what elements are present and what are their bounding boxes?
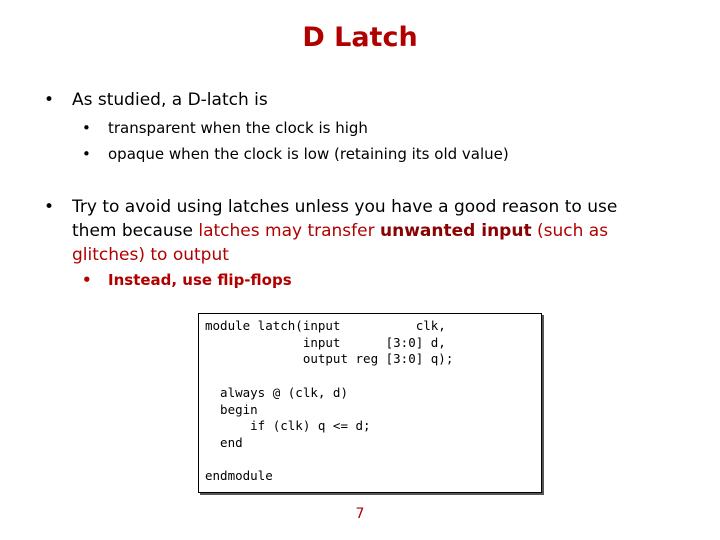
verilog-code: module latch(input clk, input [3:0] d, output reg [3:0] q); always @ (clk, d) begin if (clk) q <= d; end endmodule (205, 318, 454, 484)
subbullet-text: transparent when the clock is high (108, 119, 368, 137)
bullet-dot: • (82, 145, 91, 163)
bullet-text-red-tail: (such as glitches) to output (72, 221, 609, 265)
verilog-code-box (198, 313, 542, 493)
slide-title: D Latch (302, 22, 418, 53)
subbullet-text: Instead, use flip-flops (108, 271, 292, 289)
bullet-avoid-latches (44, 195, 664, 267)
bullet-dot: • (82, 271, 92, 289)
bullet-dot: • (82, 119, 91, 137)
bullet-text: As studied, a D-latch is (72, 90, 268, 110)
bullet-text-emphasis: unwanted input (380, 221, 532, 241)
bullet-text (72, 195, 664, 267)
page-number: 7 (355, 506, 365, 522)
subbullet-text: opaque when the clock is low (retaining its old value) (108, 145, 509, 163)
bullet-text-red: latches may transfer (198, 221, 381, 241)
bullet-dot: • (44, 90, 55, 110)
bullet-text-plain: Try to avoid using latches unless you have a good reason to use them because (72, 197, 618, 241)
bullet-dot: • (44, 197, 55, 217)
